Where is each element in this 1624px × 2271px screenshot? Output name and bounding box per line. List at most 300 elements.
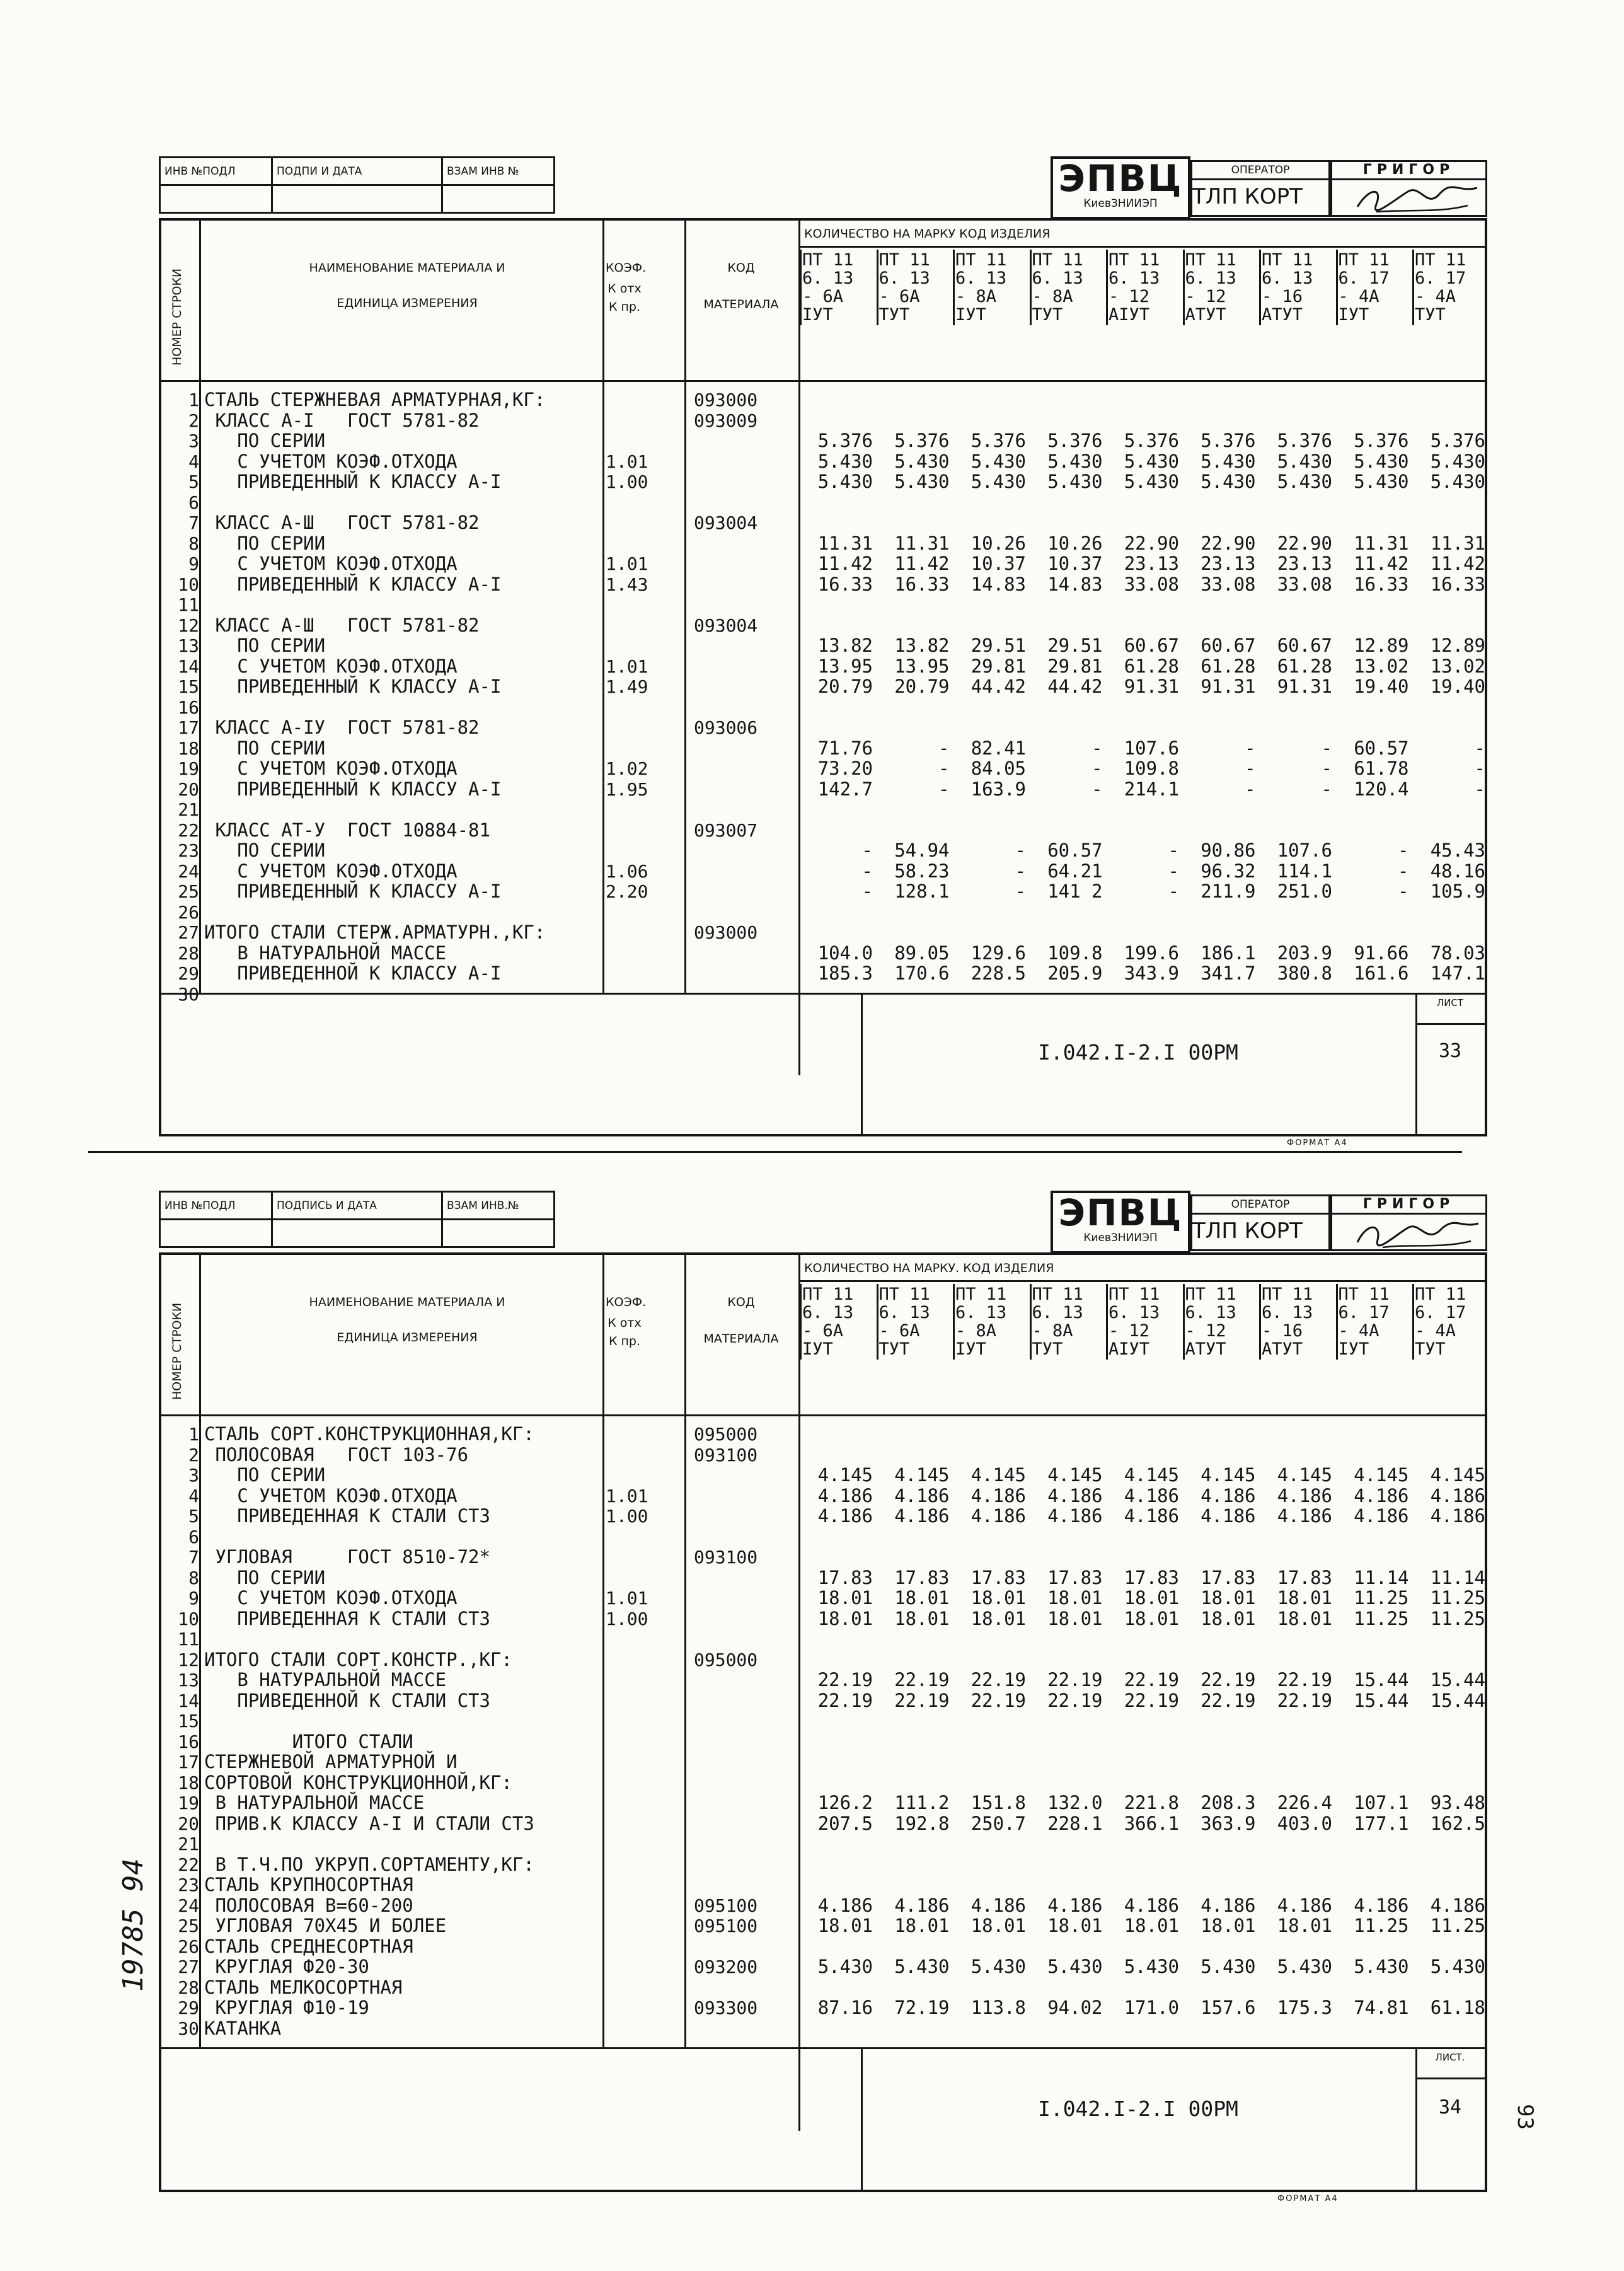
row-number: 3: [188, 431, 199, 451]
material-name: ПРИВЕДЕННАЯ К СТАЛИ СТЗ: [204, 1607, 490, 1629]
quantity-value: 5.430: [894, 450, 950, 472]
row-number: 8: [188, 1567, 199, 1588]
quantity-value: 22.19: [1277, 1669, 1332, 1690]
quantity-value: 4.186: [1430, 1505, 1485, 1527]
quantity-value: 33.08: [1124, 573, 1179, 595]
quantity-value: 5.430: [1047, 1956, 1103, 1977]
quantity-value: 71.76: [817, 737, 873, 759]
quantity-value: 18.01: [1124, 1915, 1179, 1936]
quantity-value: 5.430: [1124, 471, 1179, 492]
quantity-value: 5.430: [1201, 450, 1256, 472]
material-name: ПРИВЕДЕННОЙ К КЛАССУ А-I: [204, 962, 502, 984]
mark-header-line: ТУТ: [1032, 1339, 1063, 1359]
material-name: ПО СЕРИИ: [204, 737, 326, 759]
material-name: ПО СЕРИИ: [204, 840, 326, 861]
mark-header-line: АТУТ: [1262, 305, 1303, 325]
mark-header-line: - 8А: [955, 1321, 997, 1341]
row-number: 25: [178, 1916, 199, 1936]
material-name: В Т.Ч.ПО УКРУП.СОРТАМЕНТУ,КГ:: [204, 1853, 534, 1875]
mark-header-line: ПТ 11: [1185, 1285, 1236, 1304]
quantity-value: 23.13: [1201, 553, 1256, 574]
name-header-line1: НАИМЕНОВАНИЕ МАТЕРИАЛА И: [309, 261, 505, 275]
material-name: ПО СЕРИИ: [204, 635, 326, 656]
quantity-value: 18.01: [817, 1915, 873, 1936]
quantity-value: 4.186: [1201, 1505, 1256, 1527]
material-code: 093200: [694, 1956, 758, 1977]
mark-header-line: ІУТ: [955, 305, 986, 325]
quantity-value: 29.81: [970, 655, 1026, 677]
quantity-value: 22.90: [1201, 532, 1256, 554]
mark-header-line: ПТ 11: [1109, 1285, 1160, 1304]
coef-k-pr: К пр.: [608, 300, 641, 314]
quantity-value: -: [1168, 860, 1179, 882]
material-name: ПРИВЕДЕННАЯ К СТАЛИ СТЗ: [204, 1505, 490, 1527]
mark-header-line: АІУТ: [1109, 1339, 1150, 1359]
sheet-label: ЛИСТ: [1436, 997, 1464, 1008]
quantity-value: 22.90: [1124, 532, 1179, 554]
material-name: ПРИВЕДЕННЫЙ К КЛАССУ А-I: [204, 676, 502, 697]
quantity-value: -: [1015, 860, 1026, 882]
quantity-value: 185.3: [817, 962, 873, 984]
mark-header-line: ПТ 11: [1262, 1285, 1313, 1304]
quantity-value: 15.44: [1354, 1689, 1409, 1711]
material-code: 095000: [694, 1649, 758, 1670]
quantity-value: 94.02: [1047, 1997, 1103, 2018]
mark-header-line: - 4А: [1415, 287, 1456, 306]
quantity-value: 5.430: [894, 471, 950, 492]
row-number: 14: [178, 1690, 199, 1711]
operator-value: ТЛП КОРТ: [1192, 1218, 1303, 1244]
mark-header-line: ТУТ: [1415, 305, 1446, 325]
row-number: 29: [178, 1997, 199, 2018]
coefficient: 1.95: [606, 778, 648, 800]
sheet-label: ЛИСТ.: [1435, 2052, 1465, 2063]
quantity-value: 18.01: [970, 1587, 1026, 1609]
quantity-value: 109.8: [1047, 942, 1103, 964]
quantity-value: 10.37: [970, 553, 1026, 574]
quantity-value: 157.6: [1201, 1997, 1256, 2018]
row-number: 22: [178, 819, 199, 841]
quantity-value: 4.186: [970, 1505, 1026, 1527]
quantity-value: 17.83: [817, 1566, 873, 1588]
quantity-value: 4.145: [817, 1464, 873, 1486]
quantity-value: 18.01: [894, 1587, 950, 1609]
quantity-value: 18.01: [894, 1607, 950, 1629]
mark-header-line: 6. 13: [1185, 1303, 1236, 1322]
mark-header-line: 6. 17: [1415, 1303, 1466, 1322]
quantity-value: 4.186: [1277, 1894, 1332, 1916]
mark-header-line: 6. 13: [955, 269, 1007, 288]
mark-header-line: ПТ 11: [878, 250, 930, 270]
quantity-value: -: [1321, 758, 1332, 779]
mark-header-line: 6. 13: [802, 1303, 854, 1322]
quantity-value: 91.31: [1124, 676, 1179, 697]
quantity-value: 11.42: [894, 553, 950, 574]
row-number: 23: [178, 840, 199, 861]
quantity-value: 142.7: [817, 778, 873, 800]
quantity-value: 5.376: [1124, 430, 1179, 451]
operator-box: [1190, 1194, 1330, 1251]
material-name: ПОЛОСОВАЯ В=60-200: [204, 1894, 413, 1916]
material-name: В НАТУРАЛЬНОЙ МАССЕ: [204, 1792, 425, 1813]
quantity-value: 18.01: [1047, 1607, 1103, 1629]
material-name: ПРИВЕДЕННЫЙ К КЛАССУ А-I: [204, 471, 502, 492]
coefficient: 1.01: [606, 656, 648, 677]
quantity-value: 18.01: [970, 1915, 1026, 1936]
row-number: 29: [178, 963, 199, 984]
quantity-value: 5.430: [970, 450, 1026, 472]
material-name: СТАЛЬ КРУПНОСОРТНАЯ: [204, 1874, 413, 1895]
row-number: 18: [178, 737, 199, 759]
mark-header-line: - 6А: [878, 1321, 920, 1341]
row-number: 13: [178, 635, 199, 656]
sheet-1: [159, 156, 1487, 1148]
quantity-value: 33.08: [1201, 573, 1256, 595]
quantity-value: 22.19: [817, 1689, 873, 1711]
quantity-value: -: [1474, 758, 1485, 779]
sheet-number: 33: [1438, 1040, 1462, 1062]
material-code: 093004: [694, 615, 758, 636]
quantity-value: 23.13: [1277, 553, 1332, 574]
signer-box: [1330, 1194, 1487, 1251]
quantity-value: 73.20: [817, 758, 873, 779]
material-name: КРУГЛАЯ Ф20-30: [204, 1956, 369, 1977]
code-sub-header: МАТЕРИАЛА: [703, 1332, 779, 1346]
quantity-value: 22.19: [1047, 1669, 1103, 1690]
quantity-value: 22.19: [1201, 1669, 1256, 1690]
mark-header-line: ПТ 11: [802, 1285, 854, 1304]
operator-label: ОПЕРАТОР: [1192, 1196, 1328, 1215]
mark-header-line: ПТ 11: [878, 1285, 930, 1304]
row-number: 2: [188, 410, 199, 431]
quantity-value: 4.186: [1354, 1484, 1409, 1506]
operator-box: [1190, 160, 1330, 217]
quantity-value: 45.43: [1430, 840, 1485, 861]
row-number: 11: [178, 1629, 199, 1650]
row-number: 10: [178, 1608, 199, 1629]
material-code: 093000: [694, 390, 758, 410]
material-name: КЛАСС А-Ш ГОСТ 5781-82: [204, 614, 480, 636]
row-number: 17: [178, 1752, 199, 1772]
quantity-value: -: [861, 881, 873, 902]
quantity-value: 4.145: [970, 1464, 1026, 1486]
material-name: УГЛОВАЯ 70Х45 И БОЛЕЕ: [204, 1915, 447, 1936]
quantity-value: 18.01: [1124, 1587, 1179, 1609]
row-number: 14: [178, 656, 199, 677]
quantity-value: 18.01: [1124, 1607, 1179, 1629]
material-name: КЛАСС АТ-У ГОСТ 10884-81: [204, 819, 490, 841]
quantity-value: 403.0: [1277, 1812, 1332, 1834]
table-frame: [159, 1252, 1487, 2192]
material-code: 093100: [694, 1444, 758, 1465]
quantity-value: 60.67: [1277, 635, 1332, 656]
quantity-value: 89.05: [894, 942, 950, 964]
row-number: 12: [178, 1649, 199, 1670]
quantity-value: 11.25: [1430, 1915, 1485, 1936]
material-name: ПО СЕРИИ: [204, 532, 326, 554]
quantity-value: 250.7: [970, 1812, 1026, 1834]
row-number: 17: [178, 717, 199, 738]
mark-header-line: - 16: [1262, 287, 1303, 306]
page-number: 93: [1512, 2104, 1538, 2130]
quantity-value: 16.33: [1354, 573, 1409, 595]
quantity-value: 60.67: [1201, 635, 1256, 656]
quantity-value: 5.376: [1430, 430, 1485, 451]
quantity-value: 17.83: [1047, 1566, 1103, 1588]
coefficient: 1.49: [606, 676, 648, 697]
row-number: 9: [188, 553, 199, 574]
quantity-value: 5.430: [1354, 450, 1409, 472]
quantity-value: -: [1245, 737, 1256, 759]
row-number: 28: [178, 942, 199, 964]
code-sub-header: МАТЕРИАЛА: [703, 298, 779, 311]
row-number: 16: [178, 1731, 199, 1752]
quantity-value: 60.57: [1354, 737, 1409, 759]
mark-header-line: - 16: [1262, 1321, 1303, 1341]
row-number: 24: [178, 1895, 199, 1916]
mark-header-line: ТУТ: [1032, 305, 1063, 325]
quantity-value: 10.37: [1047, 553, 1103, 574]
quantity-value: 15.44: [1430, 1669, 1485, 1690]
quantity-value: 5.430: [1201, 471, 1256, 492]
organization-name: ЭПВЦ: [1058, 1191, 1183, 1234]
quantity-value: 22.19: [1124, 1669, 1179, 1690]
quantity-value: 23.13: [1124, 553, 1179, 574]
quantity-value: 5.430: [817, 471, 873, 492]
coefficient: 1.02: [606, 758, 648, 779]
quantity-value: 5.430: [970, 471, 1026, 492]
quantity-value: 5.430: [1430, 471, 1485, 492]
vzam-inv-label: ВЗАМ ИНВ.№: [442, 1192, 555, 1220]
quantity-value: 5.376: [970, 430, 1026, 451]
quantity-value: 132.0: [1047, 1792, 1103, 1813]
quantity-value: 22.90: [1277, 532, 1332, 554]
material-name: С УЧЕТОМ КОЭФ.ОТХОДА: [204, 758, 458, 779]
mark-header-line: ІУТ: [802, 1339, 833, 1359]
mark-header-line: 6. 13: [878, 269, 930, 288]
mark-header-line: 6. 17: [1338, 1303, 1390, 1322]
signature-date-label: ПОДПИСЬ И ДАТА: [272, 1192, 442, 1220]
format-label: ФОРМАТ А4: [1287, 1138, 1348, 1148]
row-number: 19: [178, 758, 199, 779]
quantity-value: 60.67: [1124, 635, 1179, 656]
row-number: 3: [188, 1465, 199, 1486]
quantity-value: 11.31: [894, 532, 950, 554]
quantity-value: 14.83: [1047, 573, 1103, 595]
quantity-value: 22.19: [894, 1669, 950, 1690]
quantity-value: 17.83: [1201, 1566, 1256, 1588]
material-name: С УЧЕТОМ КОЭФ.ОТХОДА: [204, 1484, 458, 1506]
organization-sub: КиевЗНИИЭП: [1083, 197, 1158, 210]
quantity-value: 18.01: [817, 1607, 873, 1629]
mark-header-line: 6. 13: [1262, 269, 1313, 288]
quantity-value: 18.01: [1277, 1607, 1332, 1629]
mark-header-line: ПТ 11: [802, 250, 854, 270]
operator-value: ТЛП КОРТ: [1192, 184, 1303, 209]
coefficient: 1.00: [606, 471, 648, 492]
mark-header-line: ТУТ: [878, 1339, 910, 1359]
quantity-value: 203.9: [1277, 942, 1332, 964]
name-header-line2: ЕДИНИЦА ИЗМЕРЕНИЯ: [337, 1331, 478, 1344]
row-number: 9: [188, 1588, 199, 1609]
material-name: ПО СЕРИИ: [204, 430, 326, 451]
quantity-value: 11.42: [817, 553, 873, 574]
quantity-value: 29.51: [970, 635, 1026, 656]
approval-strip: [159, 156, 555, 214]
organization-stamp: [1051, 156, 1190, 219]
quantity-value: 228.5: [970, 962, 1026, 984]
quantity-value: 5.430: [970, 1956, 1026, 1977]
quantity-value: -: [938, 737, 950, 759]
mark-header-line: ТУТ: [1415, 1339, 1446, 1359]
coef-k-pr: К пр.: [608, 1334, 641, 1348]
quantity-value: 5.430: [1124, 450, 1179, 472]
material-code: 093300: [694, 1997, 758, 2018]
quantity-value: 199.6: [1124, 942, 1179, 964]
material-name: СТАЛЬ СОРТ.КОНСТРУКЦИОННАЯ,КГ:: [204, 1423, 534, 1445]
quantity-value: 151.8: [970, 1792, 1026, 1813]
mark-header-line: ІУТ: [1338, 305, 1369, 325]
quantity-value: -: [1321, 778, 1332, 800]
material-name: СТАЛЬ МЕЛКОСОРТНАЯ: [204, 1976, 403, 1998]
quantity-value: 5.430: [894, 1956, 950, 1977]
quantity-value: 18.01: [1201, 1607, 1256, 1629]
approval-strip: [159, 1191, 555, 1248]
quantity-value: 82.41: [970, 737, 1026, 759]
mark-header-line: - 8А: [1032, 1321, 1073, 1341]
quantity-value: 4.145: [894, 1464, 950, 1486]
quantity-value: 16.33: [817, 573, 873, 595]
quantity-value: 186.1: [1201, 942, 1256, 964]
quantity-value: 11.25: [1354, 1587, 1409, 1609]
quantity-value: 105.9: [1430, 881, 1485, 902]
material-name: ПО СЕРИИ: [204, 1566, 326, 1588]
material-name: СОРТОВОЙ КОНСТРУКЦИОННОЙ,КГ:: [204, 1771, 512, 1793]
quantity-value: 5.376: [1354, 430, 1409, 451]
row-number: 5: [188, 1506, 199, 1527]
quantity-value: 161.6: [1354, 962, 1409, 984]
quantity-value: 113.8: [970, 1997, 1026, 2018]
mark-header-line: ПТ 11: [1032, 250, 1083, 270]
row-number: 20: [178, 778, 199, 800]
mark-header-line: ПТ 11: [1415, 1285, 1466, 1304]
quantity-value: 4.186: [1047, 1484, 1103, 1506]
material-name: ИТОГО СТАЛИ СОРТ.КОНСТР.,КГ:: [204, 1648, 512, 1670]
quantity-value: 341.7: [1201, 962, 1256, 984]
quantity-value: 4.186: [1047, 1894, 1103, 1916]
quantity-value: 11.25: [1354, 1915, 1409, 1936]
quantity-value: 87.16: [817, 1997, 873, 2018]
quantity-value: 44.42: [1047, 676, 1103, 697]
quantity-value: -: [1245, 778, 1256, 800]
coefficient: 1.01: [606, 451, 648, 472]
quantity-value: 120.4: [1354, 778, 1409, 800]
signature-date-label: ПОДПИ И ДАТА: [272, 158, 442, 185]
name-header-line1: НАИМЕНОВАНИЕ МАТЕРИАЛА И: [309, 1295, 505, 1309]
row-number: 1: [188, 1424, 199, 1445]
quantity-value: 111.2: [894, 1792, 950, 1813]
row-number: 24: [178, 860, 199, 882]
quantity-value: 5.430: [1047, 471, 1103, 492]
quantity-value: 107.1: [1354, 1792, 1409, 1813]
quantity-value: 15.44: [1430, 1689, 1485, 1711]
quantity-header: КОЛИЧЕСТВО НА МАРКУ. КОД ИЗДЕЛИЯ: [804, 1261, 1054, 1275]
quantity-value: 13.82: [894, 635, 950, 656]
quantity-value: 4.186: [894, 1505, 950, 1527]
quantity-value: 13.02: [1354, 655, 1409, 677]
row-number: 27: [178, 1956, 199, 1977]
quantity-value: -: [1398, 840, 1409, 861]
material-name: КЛАСС А-Ш ГОСТ 5781-82: [204, 512, 480, 533]
quantity-value: 5.430: [1430, 450, 1485, 472]
quantity-value: 18.01: [970, 1607, 1026, 1629]
mark-header-line: - 12: [1185, 1321, 1226, 1341]
mark-header-line: 6. 13: [1262, 1303, 1313, 1322]
name-header-line2: ЕДИНИЦА ИЗМЕРЕНИЯ: [337, 296, 478, 310]
material-name: КАТАНКА: [204, 2017, 282, 2039]
coef-k-otx: К отх: [608, 282, 642, 296]
inv-podl-label: ИНВ №ПОДЛ: [160, 1192, 272, 1220]
quantity-value: 16.33: [894, 573, 950, 595]
quantity-value: 163.9: [970, 778, 1026, 800]
quantity-value: 5.430: [1124, 1956, 1179, 1977]
quantity-value: 17.83: [970, 1566, 1026, 1588]
quantity-value: 91.66: [1354, 942, 1409, 964]
mark-header-line: ІУТ: [955, 1339, 986, 1359]
organization-name: ЭПВЦ: [1058, 157, 1183, 200]
quantity-value: 5.430: [817, 1956, 873, 1977]
quantity-value: 147.1: [1430, 962, 1485, 984]
quantity-value: 5.376: [1277, 430, 1332, 451]
coef-k-otx: К отх: [608, 1316, 642, 1330]
material-code: 095100: [694, 1895, 758, 1916]
coefficient: 1.01: [606, 1588, 648, 1609]
material-name: С УЧЕТОМ КОЭФ.ОТХОДА: [204, 860, 458, 882]
quantity-value: -: [1398, 881, 1409, 902]
row-number: 6: [188, 1526, 199, 1547]
quantity-value: 13.82: [817, 635, 873, 656]
quantity-value: 4.186: [1201, 1484, 1256, 1506]
coefficient: 1.01: [606, 553, 648, 574]
material-code: 093006: [694, 717, 758, 738]
mark-header-line: ІУТ: [802, 305, 833, 325]
quantity-value: 5.376: [1047, 430, 1103, 451]
quantity-value: 60.57: [1047, 840, 1103, 861]
quantity-value: 251.0: [1277, 881, 1332, 902]
quantity-value: -: [1245, 758, 1256, 779]
row-number: 26: [178, 901, 199, 923]
material-name: СТАЛЬ СРЕДНЕСОРТНАЯ: [204, 1935, 413, 1957]
quantity-value: 61.28: [1277, 655, 1332, 677]
quantity-value: 4.186: [1354, 1894, 1409, 1916]
quantity-value: 13.02: [1430, 655, 1485, 677]
coefficient: 2.20: [606, 881, 648, 902]
quantity-value: 5.430: [1430, 1956, 1485, 1977]
quantity-value: 114.1: [1277, 860, 1332, 882]
material-name: ПОЛОСОВАЯ ГОСТ 103-76: [204, 1443, 469, 1465]
row-number: 16: [178, 696, 199, 718]
quantity-value: 11.14: [1354, 1566, 1409, 1588]
code-header: КОД: [727, 1295, 755, 1309]
quantity-value: 72.19: [894, 1997, 950, 2018]
row-number: 4: [188, 1485, 199, 1506]
material-name: УГЛОВАЯ ГОСТ 8510-72*: [204, 1546, 490, 1568]
quantity-value: 214.1: [1124, 778, 1179, 800]
quantity-value: 141 2: [1047, 881, 1103, 902]
mark-header-line: ПТ 11: [1109, 250, 1160, 270]
row-number: 6: [188, 492, 199, 513]
quantity-value: 93.48: [1430, 1792, 1485, 1813]
